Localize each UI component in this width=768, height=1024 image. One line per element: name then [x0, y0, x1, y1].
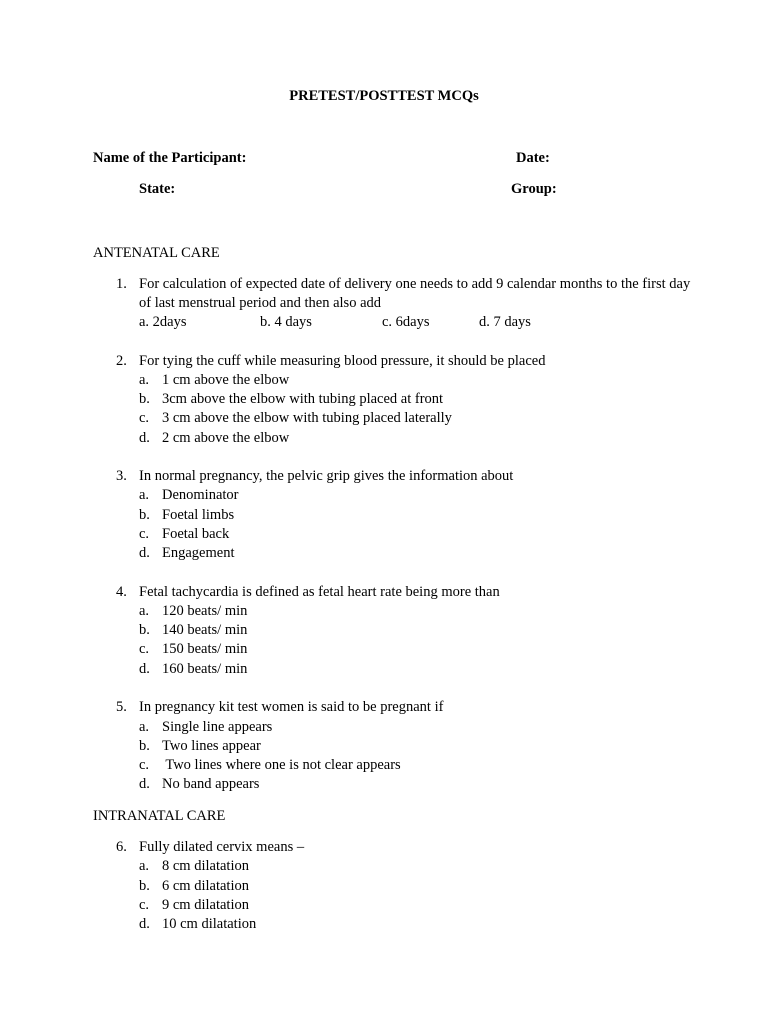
option-letter: d. — [139, 430, 150, 446]
option-text: 8 cm dilatation — [162, 858, 249, 874]
option-text: 120 beats/ min — [162, 603, 248, 619]
option-text: 160 beats/ min — [162, 661, 248, 677]
option-text: Denominator — [162, 487, 239, 503]
question-text: In normal pregnancy, the pelvic grip gives the information about — [139, 468, 514, 484]
section-heading-antenatal: ANTENATAL CARE — [93, 245, 220, 261]
option-a: a. 2days — [139, 314, 187, 330]
option-d: d. 7 days — [479, 314, 531, 330]
option-text: Foetal back — [162, 526, 230, 542]
question-text: For calculation of expected date of delivery one needs to add 9 calendar months to the first day of last menstrual period and then also add — [139, 276, 691, 312]
option-letter: d. — [139, 661, 150, 677]
option-letter: b. — [139, 878, 150, 894]
question-text: In pregnancy kit test women is said to be pregnant if — [139, 699, 444, 715]
section-heading-intranatal: INTRANATAL CARE — [93, 808, 226, 824]
option-text: 9 cm dilatation — [162, 897, 249, 913]
option-letter: c. — [139, 410, 150, 426]
option-letter: d. — [139, 776, 150, 792]
option-text: 3cm above the elbow with tubing placed at front — [162, 391, 444, 407]
option-text: 140 beats/ min — [162, 622, 248, 638]
question-text: Fully dilated cervix means – — [139, 839, 305, 855]
option-letter: a. — [139, 487, 150, 503]
option-text: 1 cm above the elbow — [162, 372, 290, 388]
option-b: b. 4 days — [260, 314, 312, 330]
group-label: Group: — [511, 181, 557, 197]
option-text: 2 cm above the elbow — [162, 430, 290, 446]
question-text: Fetal tachycardia is defined as fetal heart rate being more than — [139, 584, 500, 600]
option-text: Two lines appear — [162, 738, 261, 754]
participant-name-label: Name of the Participant: — [93, 150, 247, 166]
option-letter: c. — [139, 757, 150, 773]
option-letter: b. — [139, 738, 150, 754]
option-letter: d. — [139, 916, 150, 932]
question-number: 1. — [116, 276, 127, 292]
option-text: Foetal limbs — [162, 507, 235, 523]
option-letter: c. — [139, 526, 150, 542]
option-letter: c. — [139, 641, 150, 657]
option-c: c. 6days — [382, 314, 430, 330]
option-text: No band appears — [162, 776, 260, 792]
option-letter: c. — [139, 897, 150, 913]
date-label: Date: — [516, 150, 550, 166]
option-letter: b. — [139, 622, 150, 638]
option-text: Single line appears — [162, 719, 273, 735]
option-text: Engagement — [162, 545, 235, 561]
option-letter: b. — [139, 507, 150, 523]
option-text: 10 cm dilatation — [162, 916, 257, 932]
question-text: For tying the cuff while measuring blood pressure, it should be placed — [139, 353, 546, 369]
option-letter: a. — [139, 719, 150, 735]
question-number: 6. — [116, 839, 127, 855]
question-number: 2. — [116, 353, 127, 369]
option-letter: a. — [139, 372, 150, 388]
option-letter: a. — [139, 858, 150, 874]
option-letter: d. — [139, 545, 150, 561]
question-number: 3. — [116, 468, 127, 484]
question-number: 5. — [116, 699, 127, 715]
question-number: 4. — [116, 584, 127, 600]
option-letter: a. — [139, 603, 150, 619]
state-label: State: — [139, 181, 176, 197]
option-text: 3 cm above the elbow with tubing placed laterally — [162, 410, 452, 426]
page-title: PRETEST/POSTTEST MCQs — [289, 88, 479, 104]
option-text: Two lines where one is not clear appears — [162, 757, 401, 773]
option-letter: b. — [139, 391, 150, 407]
option-text: 6 cm dilatation — [162, 878, 249, 894]
option-text: 150 beats/ min — [162, 641, 248, 657]
